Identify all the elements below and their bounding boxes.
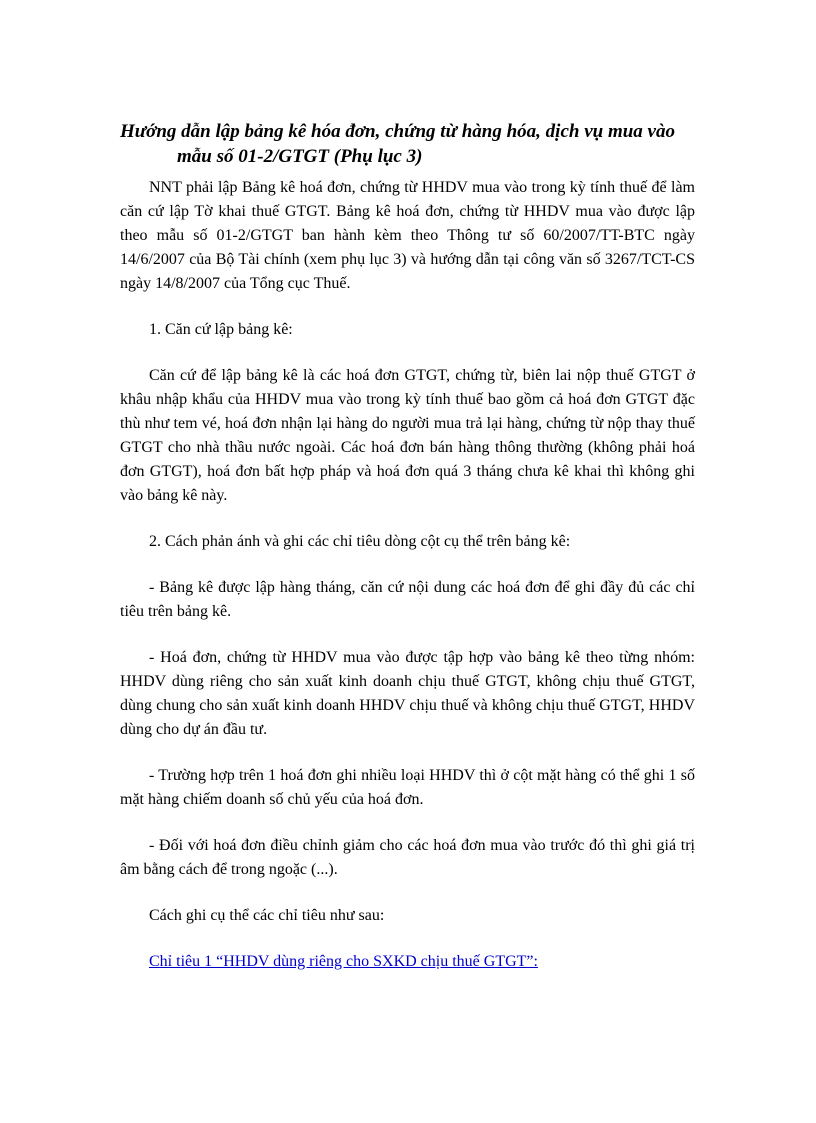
- document-title: [120, 119, 720, 169]
- bullet-paragraph-4: - Đối với hoá đơn điều chỉnh giảm cho các hoá đơn mua vào trước đó thì ghi giá trị âm bằng cách để trong ngoặc (...).: [120, 837, 695, 878]
- document-body: [120, 176, 695, 974]
- intro-paragraph: NNT phải lập Bảng kê hoá đơn, chứng từ HHDV mua vào trong kỳ tính thuế để làm căn cứ lập Tờ khai thuế GTGT. Bảng kê hoá đơn, chứng từ HHDV mua vào được lập theo mẫu số 01-2/GTGT ban hành kèm theo Thông tư số 60/2007/TT-BTC ngày 14/6/2007 của Bộ Tài chính (xem phụ lục 3) và hướng dẫn tại công văn số 3267/TCT-CS ngày 14/8/2007 của Tổng cục Thuế.: [120, 179, 695, 292]
- instructions-intro: Cách ghi cụ thể các chỉ tiêu như sau:: [149, 907, 385, 924]
- title-line-1: Hướng dẫn lập bảng kê hóa đơn, chứng từ hàng hóa, dịch vụ mua vào: [120, 121, 675, 142]
- bullet-paragraph-1: - Bảng kê được lập hàng tháng, căn cứ nội dung các hoá đơn để ghi đầy đủ các chỉ tiêu trên bảng kê.: [120, 579, 695, 620]
- bullet-paragraph-3: - Trường hợp trên 1 hoá đơn ghi nhiều loại HHDV thì ở cột mặt hàng có thể ghi 1 số mặt hàng chiếm doanh số chủ yếu của hoá đơn.: [120, 767, 695, 808]
- link-paragraph: [120, 950, 695, 974]
- bullet-paragraph-2: - Hoá đơn, chứng từ HHDV mua vào được tập hợp vào bảng kê theo từng nhóm: HHDV dùng riêng cho sản xuất kinh doanh chịu thuế GTGT, không chịu thuế GTGT, dùng chung cho sản xuất kinh doanh HHDV chịu thuế và không chịu thuế GTGT, HHDV dùng cho dự án đầu tư.: [120, 649, 695, 738]
- section-2-heading: 2. Cách phản ánh và ghi các chỉ tiêu dòng cột cụ thể trên bảng kê:: [149, 533, 571, 550]
- indicator-1-link[interactable]: Chỉ tiêu 1 “HHDV dùng riêng cho SXKD chịu thuế GTGT”:: [149, 953, 538, 970]
- section-1-heading: 1. Căn cứ lập bảng kê:: [149, 321, 293, 338]
- title-line-2: mẫu số 01-2/GTGT (Phụ lục 3): [177, 146, 423, 167]
- section-1-paragraph: Căn cứ để lập bảng kê là các hoá đơn GTGT, chứng từ, biên lai nộp thuế GTGT ở khâu nhập khẩu của HHDV mua vào trong kỳ tính thuế bao gồm cả hoá đơn GTGT đặc thù như tem vé, hoá đơn nhận lại hàng do người mua trả lại hàng, chứng từ nộp thay thuế GTGT cho nhà thầu nước ngoài. Các hoá đơn bán hàng thông thường (không phải hoá đơn GTGT), hoá đơn bất hợp pháp và hoá đơn quá 3 tháng chưa kê khai thì không ghi vào bảng kê này.: [120, 367, 695, 504]
